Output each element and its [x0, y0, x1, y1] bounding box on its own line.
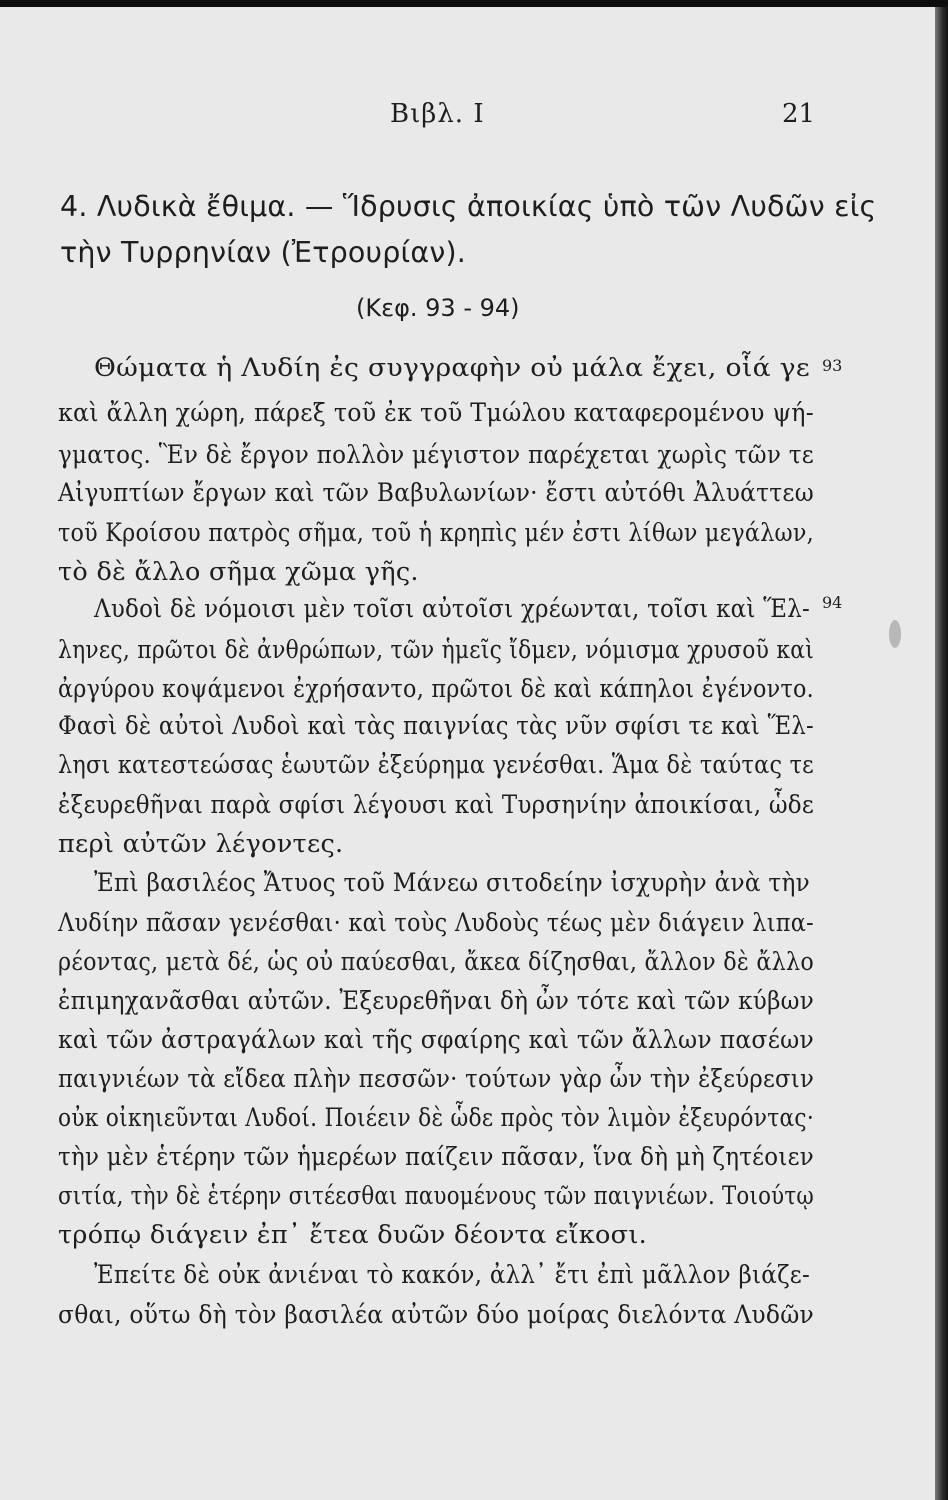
text-line: ληνες, πρῶτοι δὲ ἀνθρώπων, τῶν ἡμεῖς ἴδμεν, νόμισμα χρυσοῦ καὶ — [58, 635, 814, 665]
paper-smudge — [889, 620, 901, 648]
text-line: τὴν μὲν ἑτέρην τῶν ἡμερέων παίζειν πᾶσαν, ἵνα δὴ μὴ ζητέοιεν — [58, 1142, 814, 1172]
margin-chapter-number: 93 — [822, 356, 843, 375]
text-line: τὸ δὲ ἄλλο σῆμα χῶμα γῆς. — [58, 557, 419, 587]
text-line: σθαι, οὕτω δὴ τὸν βασιλέα αὐτῶν δύο μοίρας διελόντα Λυδῶν — [58, 1300, 814, 1330]
text-line: παιγνιέων τὰ εἴδεα πλὴν πεσσῶν· τούτων γὰρ ὦν τὴν ἐξεύρεσιν — [58, 1064, 814, 1094]
section-heading-line-2: τὴν Τυρρηνίαν (Ἐτρουρίαν). — [60, 236, 467, 269]
text-line: Θώματα ἡ Λυδίη ἐς συγγραφὴν οὐ μάλα ἔχει, οἷά γε — [94, 353, 810, 383]
scan-top-border — [0, 0, 948, 7]
text-line: Λυδίην πᾶσαν γενέσθαι· καὶ τοὺς Λυδοὺς τέως μὲν διάγειν λιπα- — [58, 908, 814, 938]
text-line: καὶ τῶν ἀστραγάλων καὶ τῆς σφαίρης καὶ τῶν ἄλλων πασέων — [58, 1025, 814, 1055]
text-line: ἀργύρου κοψάμενοι ἐχρήσαντο, πρῶτοι δὲ καὶ κάπηλοι ἐγένοντο. — [58, 674, 814, 704]
text-line: Φασὶ δὲ αὐτοὶ Λυδοὶ καὶ τὰς παιγνίας τὰς νῦν σφίσι τε καὶ Ἕλ- — [58, 711, 814, 741]
chapter-reference: (Κεφ. 93 - 94) — [356, 294, 520, 322]
margin-chapter-number: 94 — [822, 593, 843, 612]
text-line: γματος. Ἓν δὲ ἔργον πολλὸν μέγιστον παρέχεται χωρὶς τῶν τε — [58, 440, 814, 470]
text-line: καὶ ἄλλη χώρη, πάρεξ τοῦ ἐκ τοῦ Τμώλου καταφερομένου ψή- — [58, 398, 814, 428]
text-line: σιτία, τὴν δὲ ἑτέρην σιτέεσθαι παυομένους τῶν παιγνιέων. Τοιούτῳ — [58, 1181, 814, 1211]
text-line: οὐκ οἰκηιεῦνται Λυδοί. Ποιέειν δὲ ὧδε πρὸς τὸν λιμὸν ἐξευρόντας· — [58, 1103, 814, 1133]
text-line: Λυδοὶ δὲ νόμοισι μὲν τοῖσι αὐτοῖσι χρέωνται, τοῖσι καὶ Ἕλ- — [94, 594, 810, 624]
text-line: Ἐπείτε δὲ οὐκ ἀνιέναι τὸ κακόν, ἀλλ᾽ ἔτι ἐπὶ μᾶλλον βιάζε- — [94, 1260, 810, 1290]
text-line: ρέοντας, μετὰ δέ, ὡς οὐ παύεσθαι, ἄκεα δίζησθαι, ἄλλον δὲ ἄλλο — [58, 947, 814, 977]
text-line: περὶ αὐτῶν λέγοντες. — [58, 829, 344, 859]
text-line: τοῦ Κροίσου πατρὸς σῆμα, τοῦ ἡ κρηπὶς μέν ἐστι λίθων μεγάλων, — [58, 518, 814, 548]
page-number: 21 — [782, 99, 816, 129]
book-page — [0, 7, 935, 1500]
text-line: τρόπῳ διάγειν ἐπ᾽ ἔτεα δυῶν δέοντα εἴκοσι. — [58, 1220, 648, 1250]
running-head: Βιβλ. Ι — [390, 99, 485, 129]
text-line: λησι κατεστεώσας ἑωυτῶν ἐξεύρημα γενέσθαι. Ἅμα δὲ ταύτας τε — [58, 750, 814, 780]
text-line: Αἰγυπτίων ἔργων καὶ τῶν Βαβυλωνίων· ἔστι αὐτόθι Ἀλυάττεω — [58, 478, 814, 508]
text-line: ἐπιμηχανᾶσθαι αὐτῶν. Ἐξευρεθῆναι δὴ ὦν τότε καὶ τῶν κύβων — [58, 986, 814, 1016]
page-edge-shadow — [935, 7, 948, 1500]
text-line: ἐξευρεθῆναι παρὰ σφίσι λέγουσι καὶ Τυρσηνίην ἀποικίσαι, ὧδε — [58, 790, 814, 820]
section-heading-line-1: 4. Λυδικὰ ἔθιμα. — Ἵδρυσις ἀποικίας ὑπὸ τῶν Λυδῶν εἰς — [60, 190, 877, 223]
text-line: Ἐπὶ βασιλέος Ἄτυος τοῦ Μάνεω σιτοδείην ἰσχυρὴν ἀνὰ τὴν — [94, 868, 810, 898]
